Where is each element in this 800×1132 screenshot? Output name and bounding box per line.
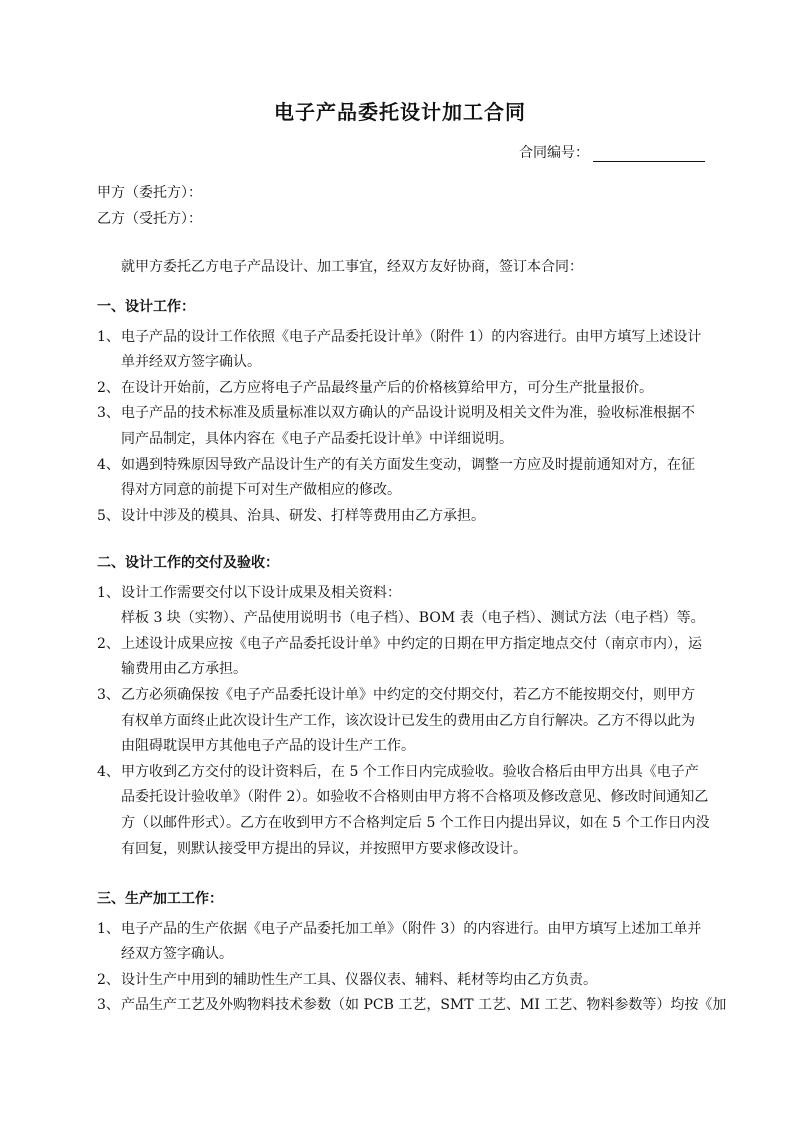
clause-text-line: 电子产品的技术标准及质量标准以双方确认的产品设计说明及相关文件为准，验收标准根据不 xyxy=(121,405,695,422)
clause-text-line: 在设计开始前，乙方应将电子产品最终量产后的价格核算给甲方，可分生产批量报价。 xyxy=(121,379,653,396)
clause-number: 1、 xyxy=(97,584,120,601)
clause-text-line: 输费用由乙方承担。 xyxy=(121,661,247,678)
clause-number: 1、 xyxy=(97,920,120,937)
clause-text-line: 如遇到特殊原因导致产品设计生产的有关方面发生变动，调整一方应及时提前通知对方，在征 xyxy=(121,456,695,473)
clause-number: 2、 xyxy=(97,971,120,988)
clause-number: 3、 xyxy=(97,405,120,422)
clause-text-line: 产品生产工艺及外购物料技术参数（如 PCB 工艺，SMT 工艺、MI 工艺、物料参数等）均按《加 xyxy=(121,997,727,1014)
clause-text-line: 设计工作需要交付以下设计成果及相关资料： xyxy=(121,584,401,601)
clause-text-line: 品委托设计验收单》（附件 2）。如验收不合格则由甲方将不合格项及修改意见、修改时间通知乙 xyxy=(121,789,709,806)
clause-number: 4、 xyxy=(97,763,120,780)
party-b-line: 乙方（受托方）： xyxy=(97,211,202,227)
clause-number: 1、 xyxy=(97,328,120,345)
clause-number: 2、 xyxy=(97,379,120,396)
section-heading: 二、设计工作的交付及验收： xyxy=(97,555,279,571)
document-title: 电子产品委托设计加工合同 xyxy=(274,100,526,124)
clause-number: 5、 xyxy=(97,507,120,524)
clause-text-line: 设计中涉及的模具、治具、研发、打样等费用由乙方承担。 xyxy=(121,507,485,524)
clause-text-line: 电子产品的生产依据《电子产品委托加工单》（附件 3）的内容进行。由甲方填写上述加工单并 xyxy=(121,920,702,937)
contract-number xyxy=(519,142,705,162)
clause-number: 3、 xyxy=(97,997,120,1014)
clause-text-line: 同产品制定，具体内容在《电子产品委托设计单》中详细说明。 xyxy=(121,430,513,447)
section-heading: 三、生产加工工作： xyxy=(97,891,223,907)
clause-number: 2、 xyxy=(97,635,120,652)
clause-text-line: 样板 3 块（实物）、产品使用说明书（电子档）、BOM 表（电子档）、测试方法（电子档）等。 xyxy=(121,610,705,627)
clause-text-line: 单并经双方签字确认。 xyxy=(121,354,261,371)
section-heading: 一、设计工作： xyxy=(97,299,195,315)
clause-number: 4、 xyxy=(97,456,120,473)
clause-text-line: 设计生产中用到的辅助性生产工具、仪器仪表、辅料、耗材等均由乙方负责。 xyxy=(121,971,597,988)
clause-text-line: 电子产品的设计工作依照《电子产品委托设计单》（附件 1）的内容进行。由甲方填写上述设计 xyxy=(121,328,702,345)
clause-text-line: 甲方收到乙方交付的设计资料后，在 5 个工作日内完成验收。验收合格后由甲方出具《电子产 xyxy=(121,763,699,780)
party-a-line: 甲方（委托方）： xyxy=(97,185,202,201)
intro-paragraph: 就甲方委托乙方电子产品设计、加工事宜，经双方友好协商，签订本合同： xyxy=(121,259,583,275)
contract-number-label: 合同编号： xyxy=(519,145,589,161)
clause-number: 3、 xyxy=(97,687,120,703)
clause-text-line: 上述设计成果应按《电子产品委托设计单》中约定的日期在甲方指定地点交付（南京市内），运 xyxy=(121,635,702,652)
clause-text-line: 由阻碍耽误甲方其他电子产品的设计生产工作。 xyxy=(121,738,415,755)
clause-text-line: 有权单方面终止此次设计生产工作，该次设计已发生的费用由乙方自行解决。乙方不得以此为 xyxy=(121,712,695,729)
contract-number-blank xyxy=(593,147,705,162)
clause-text-line: 有回复，则默认接受甲方提出的异议，并按照甲方要求修改设计。 xyxy=(121,840,527,857)
clause-text-line: 方（以邮件形式）。乙方在收到甲方不合格判定后 5 个工作日内提出异议，如在 5 个工作日内没 xyxy=(121,814,710,831)
clause-text-line: 经双方签字确认。 xyxy=(121,946,233,963)
clause-text-line: 乙方必须确保按《电子产品委托设计单》中约定的交付期交付，若乙方不能按期交付，则甲方 xyxy=(121,687,695,703)
clause-text-line: 得对方同意的前提下可对生产做相应的修改。 xyxy=(121,482,401,499)
